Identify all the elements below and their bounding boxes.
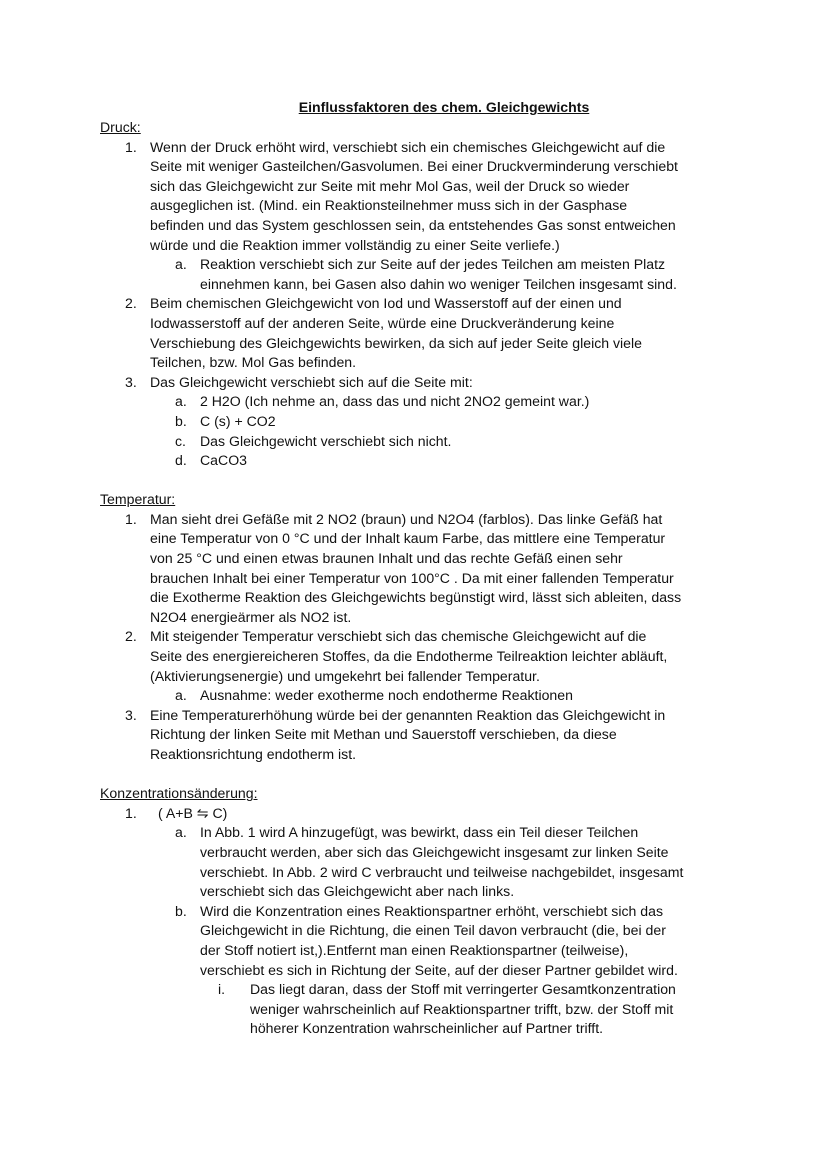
list-item bbox=[100, 510, 732, 628]
list-marker: 1. bbox=[125, 510, 137, 527]
text-line: verbraucht werden, aber sich das Gleichgewicht insgesamt zur linken Seite bbox=[200, 843, 669, 860]
list-marker: 1. bbox=[125, 804, 137, 821]
section-spacer bbox=[100, 765, 732, 785]
list-marker: 3. bbox=[125, 706, 137, 723]
text-line: brauchen Inhalt bei einer Temperatur von 100°C . Da mit einer fallenden Temperatur bbox=[150, 569, 674, 586]
text-line: Man sieht drei Gefäße mit 2 NO2 (braun) und N2O4 (farblos). Das linke Gefäß hat bbox=[150, 510, 663, 527]
text-line: die Exotherme Reaktion des Gleichgewichts begünstigt wird, lässt sich ableiten, dass bbox=[150, 589, 682, 606]
list-marker: a. bbox=[175, 393, 187, 410]
sub-list-item bbox=[100, 392, 732, 412]
text-line: würde und die Reaktion immer vollständig zu einer Seite verliefe.) bbox=[150, 236, 560, 253]
text-line: verschiebt es sich in Richtung der Seite, auf der dieser Partner gebildet wird. bbox=[200, 961, 678, 978]
list-marker: 3. bbox=[125, 373, 137, 390]
text-line: Seite mit weniger Gasteilchen/Gasvolumen. Bei einer Druckverminderung verschiebt bbox=[150, 158, 678, 175]
list-item bbox=[100, 138, 732, 256]
text-line: CaCO3 bbox=[200, 452, 247, 469]
text-line: Eine Temperaturerhöhung würde bei der genannten Reaktion das Gleichgewicht in bbox=[150, 706, 666, 723]
text-line: höherer Konzentration wahrscheinlicher auf Partner trifft. bbox=[250, 1020, 604, 1037]
text-line: Das Gleichgewicht verschiebt sich nicht. bbox=[200, 432, 452, 449]
text-line: Teilchen, bzw. Mol Gas befinden. bbox=[150, 354, 357, 371]
text-line: weniger wahrscheinlich auf Reaktionspartner trifft, bzw. der Stoff mit bbox=[250, 1000, 674, 1017]
text-line: (Aktivierungsenergie) und umgekehrt bei fallender Temperatur. bbox=[150, 667, 540, 684]
text-line: Reaktionsrichtung endotherm ist. bbox=[150, 746, 357, 762]
text-line: ausgeglichen ist. (Mind. ein Reaktionsteilnehmer muss sich in der Gasphase bbox=[150, 197, 628, 214]
text-line: Iodwasserstoff auf der anderen Seite, würde eine Druckveränderung keine bbox=[150, 314, 615, 331]
sub-list-item bbox=[100, 686, 732, 706]
list-item bbox=[100, 706, 732, 765]
section-heading-temperatur: Temperatur: bbox=[100, 491, 176, 508]
list-marker: a. bbox=[175, 687, 187, 704]
text-line: Das liegt daran, dass der Stoff mit verringerter Gesamtkonzentration bbox=[250, 981, 676, 998]
sub-list-item bbox=[100, 432, 732, 452]
document-title: Einflussfaktoren des chem. Gleichgewichts bbox=[298, 99, 590, 115]
section-heading-druck: Druck: bbox=[100, 119, 141, 135]
text-line: Mit steigender Temperatur verschiebt sich das chemische Gleichgewicht auf die bbox=[150, 628, 647, 645]
text-line: Beim chemischen Gleichgewicht von Iod und Wasserstoff auf der einen und bbox=[150, 295, 622, 312]
text-line: Wird die Konzentration eines Reaktionspartner erhöht, verschiebt sich das bbox=[200, 902, 663, 919]
text-line: C (s) + CO2 bbox=[200, 412, 276, 429]
list-marker: i. bbox=[218, 981, 226, 998]
list-marker: 1. bbox=[125, 138, 137, 155]
list-item bbox=[100, 627, 732, 686]
text-line: sich das Gleichgewicht zur Seite mit mehr Mol Gas, weil der Druck so wieder bbox=[150, 177, 630, 194]
list-marker: a. bbox=[175, 256, 187, 273]
sub-list-item bbox=[100, 255, 732, 294]
text-line: Richtung der linken Seite mit Methan und Sauerstoff verschieben, da diese bbox=[150, 726, 617, 743]
text-line: N2O4 energieärmer als NO2 ist. bbox=[150, 608, 352, 625]
text-line: eine Temperatur von 0 °C und der Inhalt kaum Farbe, das mittlere eine Temperatur bbox=[150, 530, 666, 547]
sub-list-item bbox=[100, 412, 732, 432]
reaction-equation: ( A+B ⇋ C) bbox=[158, 804, 228, 821]
section-heading-konzentration: Konzentrationsänderung: bbox=[100, 785, 258, 802]
sub-list-item bbox=[100, 451, 732, 471]
text-line: Reaktion verschiebt sich zur Seite auf der jedes Teilchen am meisten Platz bbox=[200, 256, 666, 273]
list-item bbox=[100, 804, 732, 824]
text-line: verschiebt. In Abb. 2 wird C verbraucht und teilweise nachgebildet, insgesamt bbox=[200, 863, 684, 880]
list-marker: b. bbox=[175, 902, 187, 919]
text-line: Seite des energiereicheren Stoffes, da die Endotherme Teilreaktion leichter abläuft, bbox=[150, 648, 668, 665]
section-spacer bbox=[100, 471, 732, 491]
text-line: 2 H2O (Ich nehme an, dass das und nicht 2NO2 gemeint war.) bbox=[200, 393, 590, 410]
text-line: Wenn der Druck erhöht wird, verschiebt sich ein chemisches Gleichgewicht auf die bbox=[150, 138, 666, 155]
list-item bbox=[100, 294, 732, 372]
text-line: Verschiebung des Gleichgewichts bewirken, da sich auf jeder Seite gleich viele bbox=[150, 334, 642, 351]
list-marker: 2. bbox=[125, 295, 137, 312]
text-line: befinden und das System geschlossen sein, da entstehendes Gas sonst entweichen bbox=[150, 216, 676, 233]
text-line: der Stoff notiert ist,).Entfernt man einen Reaktionspartner (teilweise), bbox=[200, 941, 629, 958]
text-line: verschiebt sich das Gleichgewicht aber nach links. bbox=[200, 883, 515, 900]
text-line: von 25 °C und einen etwas braunen Inhalt und das rechte Gefäß einen sehr bbox=[150, 550, 623, 567]
list-marker: b. bbox=[175, 412, 187, 429]
sub-list-item bbox=[100, 902, 732, 980]
text-line: Ausnahme: weder exotherme noch endotherme Reaktionen bbox=[200, 687, 573, 704]
list-marker: d. bbox=[175, 452, 187, 469]
text-line: Gleichgewicht in die Richtung, die einen Teil davon verbraucht (die, bei der bbox=[200, 922, 666, 939]
list-item bbox=[100, 373, 732, 393]
list-marker: c. bbox=[175, 432, 186, 449]
document-page bbox=[100, 98, 732, 1039]
sub-sub-list-item bbox=[100, 980, 732, 1039]
text-line: einnehmen kann, bei Gasen also dahin wo weniger Teilchen insgesamt sind. bbox=[200, 275, 677, 292]
list-marker: a. bbox=[175, 824, 187, 841]
text-line: In Abb. 1 wird A hinzugefügt, was bewirkt, dass ein Teil dieser Teilchen bbox=[200, 824, 639, 841]
text-line: Das Gleichgewicht verschiebt sich auf die Seite mit: bbox=[150, 373, 473, 390]
list-marker: 2. bbox=[125, 628, 137, 645]
sub-list-item bbox=[100, 823, 732, 901]
